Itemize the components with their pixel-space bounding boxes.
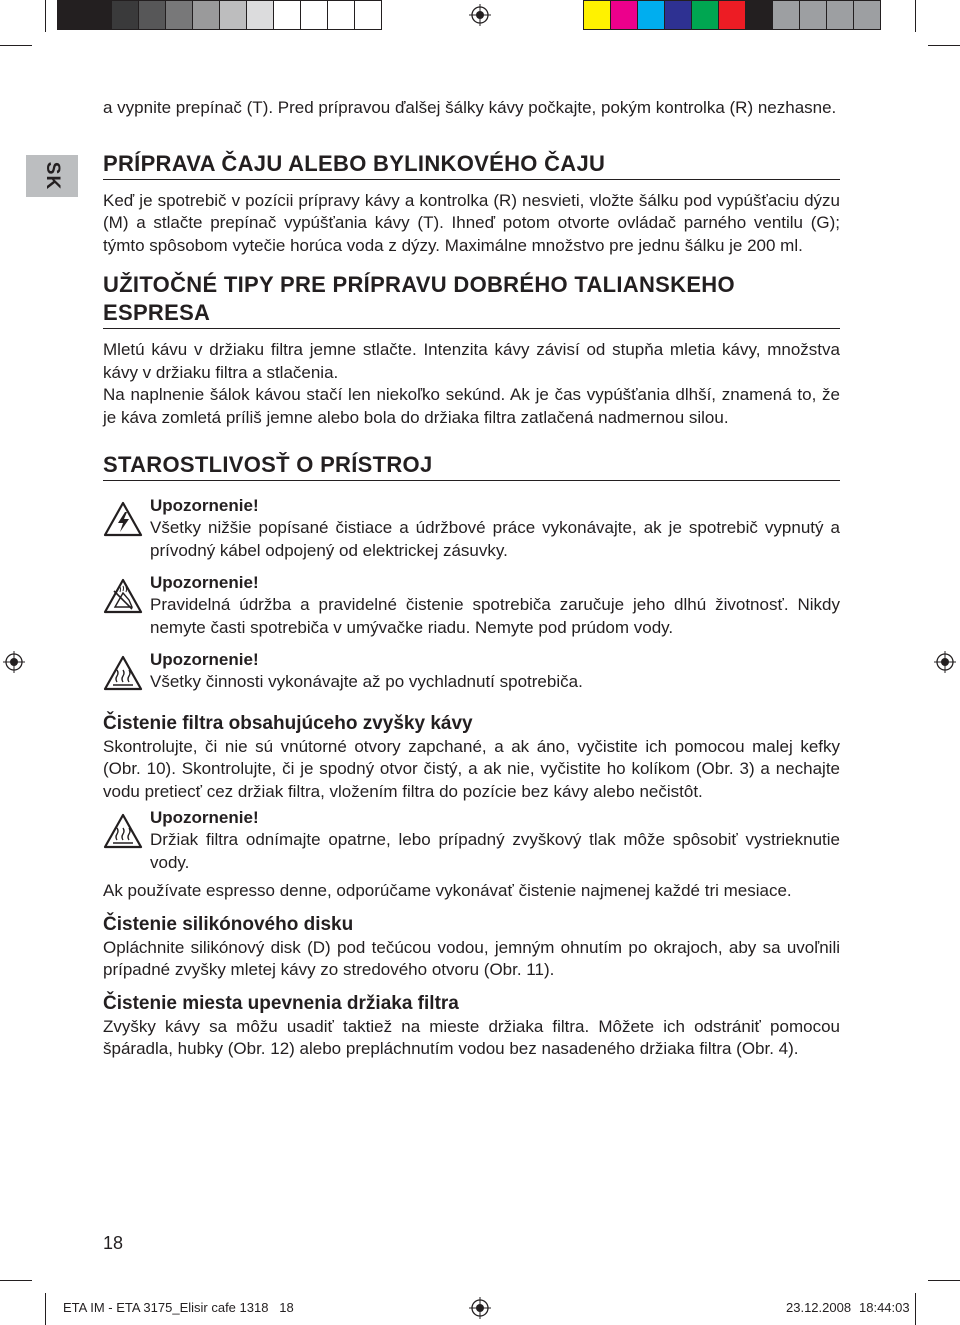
care-heading: STAROSTLIVOSŤ O PRÍSTROJ — [103, 451, 840, 481]
hot-surface-warning-icon — [103, 655, 143, 691]
crop-mark — [928, 1280, 960, 1281]
color-swatch — [611, 1, 638, 29]
gray-swatch — [220, 1, 247, 29]
warning-text: Všetky nižšie popísané čistiace a údržbové práce vykonávajte, ak je spotrebič vypnutý a prívodný kábel odpojený od elektrickej zásuvky. — [150, 518, 840, 560]
tips-paragraph-2: Na naplnenie šálok kávou stačí len niekoľko sekúnd. Ak je čas vypúšťania dlhší, znamená to, že je káva zomletá príliš jemne alebo bola do držiaka filtra zatlačená nadmernou silou. — [103, 385, 840, 427]
color-swatch — [665, 1, 692, 29]
warning-block-filter — [103, 807, 840, 874]
gray-swatch — [193, 1, 220, 29]
tea-paragraph: Keď je spotrebič v pozícii prípravy kávy a kontrolka (R) nesvieti, vložte šálku pod vypúšťaciu dýzu (M) a stlačte prepínač vypúšťania kávy (T). Ihneď potom otvorte ovládač parného ventilu (G); týmto spôsobom vytečie horúca voda z dýzy. Maximálne množstvo pre jednu šálku je 200 ml. — [103, 190, 840, 255]
gray-swatch — [85, 1, 112, 29]
crop-mark — [928, 45, 960, 46]
filter-paragraph: Skontrolujte, či nie sú vnútorné otvory zapchané, a ak áno, vyčistite ich pomocou malej kefky (Obr. 10). Skontrolujte, či je spodný otvor čistý, a ak nie, vyčistite ho kolíkom (Obr. 3) a nechajte vodu pretiecť cez držiak filtra, vložením filtra do pozície bez kávy alebo nečistôt. — [103, 736, 840, 801]
filter-heading: Čistenie filtra obsahujúceho zvyšky kávy — [103, 712, 473, 734]
registration-mark-icon — [469, 4, 491, 26]
warning-block-hot-surface — [103, 649, 840, 694]
language-label: SK — [42, 161, 63, 191]
warning-block-electric — [103, 495, 840, 562]
tips-paragraph-1: Mletú kávu v držiaku filtra jemne stlačte. Intenzita kávy závisí od stupňa mletia kávy, množstva kávy v držiaku filtra a stlačenia. — [103, 340, 840, 382]
gray-swatch — [58, 1, 85, 29]
color-swatch — [827, 1, 854, 29]
page-number: 18 — [103, 1233, 124, 1253]
crop-mark — [45, 0, 46, 32]
cmyk-color-bar — [583, 0, 881, 30]
disk-paragraph: Opláchnite silikónový disk (D) pod tečúcou vodou, jemným ohnutím po okrajoch, aby sa uvoľnili prípadné zvyšky mletej kávy zo stredového otvoru (Obr. 11). — [103, 937, 840, 979]
holder-paragraph: Zvyšky kávy sa môžu usadiť taktiež na mieste držiaka filtra. Môžete ich odstrániť pomocou špáradla, hubky (Obr. 12) alebo prepláchnutím vodou bez nasadeného držiaka filtra (Obr. 4). — [103, 1016, 840, 1058]
gray-swatch — [247, 1, 274, 29]
footer-file-info: ETA IM - ETA 3175_Elisir cafe 1318 18 — [63, 1300, 294, 1315]
footer-date: 23.12.2008 — [786, 1300, 852, 1315]
language-tab — [26, 155, 78, 197]
crop-mark — [45, 1293, 46, 1325]
warning-title: Upozornenie! — [150, 650, 259, 669]
gray-swatch — [301, 1, 328, 29]
color-swatch — [854, 1, 880, 29]
tea-heading: PRÍPRAVA ČAJU ALEBO BYLINKOVÉHO ČAJU — [103, 150, 840, 180]
color-swatch — [692, 1, 719, 29]
warning-title: Upozornenie! — [150, 496, 259, 515]
holder-heading: Čistenie miesta upevnenia držiaka filtra — [103, 992, 459, 1014]
crop-mark — [915, 1293, 916, 1325]
filter-paragraph-2: Ak používate espresso denne, odporúčame vykonávať čistenie najmenej každé tri mesiace. — [103, 881, 792, 900]
intro-paragraph: a vypnite prepínač (T). Pred prípravou ďalšej šálky kávy počkajte, pokým kontrolka (R) nezhasne. — [103, 98, 837, 117]
gray-swatch — [328, 1, 355, 29]
color-swatch — [719, 1, 746, 29]
crop-mark — [0, 45, 32, 46]
no-dishwasher-warning-icon — [103, 578, 143, 614]
color-swatch — [584, 1, 611, 29]
warning-title: Upozornenie! — [150, 808, 259, 827]
electric-shock-warning-icon — [103, 501, 143, 537]
warning-text: Pravidelná údržba a pravidelné čistenie spotrebiča zaručuje jeho dlhú životnosť. Nikdy nemyte časti spotrebiča v umývačke riadu. Nemyte pod prúdom vody. — [150, 595, 840, 637]
footer-time: 18:44:03 — [859, 1300, 910, 1315]
hot-surface-warning-icon — [103, 813, 143, 849]
registration-mark-icon — [469, 1297, 491, 1319]
disk-heading: Čistenie silikónového disku — [103, 913, 354, 935]
warning-block-dishwasher — [103, 572, 840, 639]
tips-heading: UŽITOČNÉ TIPY PRE PRÍPRAVU DOBRÉHO TALIANSKEHO ESPRESA — [103, 271, 840, 329]
gray-swatch — [139, 1, 166, 29]
color-swatch — [773, 1, 800, 29]
gray-swatch — [112, 1, 139, 29]
color-swatch — [746, 1, 773, 29]
color-swatch — [800, 1, 827, 29]
registration-mark-icon — [934, 651, 956, 673]
gray-swatch — [355, 1, 381, 29]
registration-mark-icon — [3, 651, 25, 673]
warning-title: Upozornenie! — [150, 573, 259, 592]
color-swatch — [638, 1, 665, 29]
warning-text: Všetky činnosti vykonávajte až po vychladnutí spotrebiča. — [150, 672, 583, 691]
gray-swatch — [274, 1, 301, 29]
crop-mark — [915, 0, 916, 32]
gray-swatch — [166, 1, 193, 29]
grayscale-color-bar — [57, 0, 382, 30]
page-content — [103, 97, 840, 1061]
warning-text: Držiak filtra odnímajte opatrne, lebo prípadný zvyškový tlak môže spôsobiť vystrieknutie vody. — [150, 830, 840, 872]
crop-mark — [0, 1280, 32, 1281]
